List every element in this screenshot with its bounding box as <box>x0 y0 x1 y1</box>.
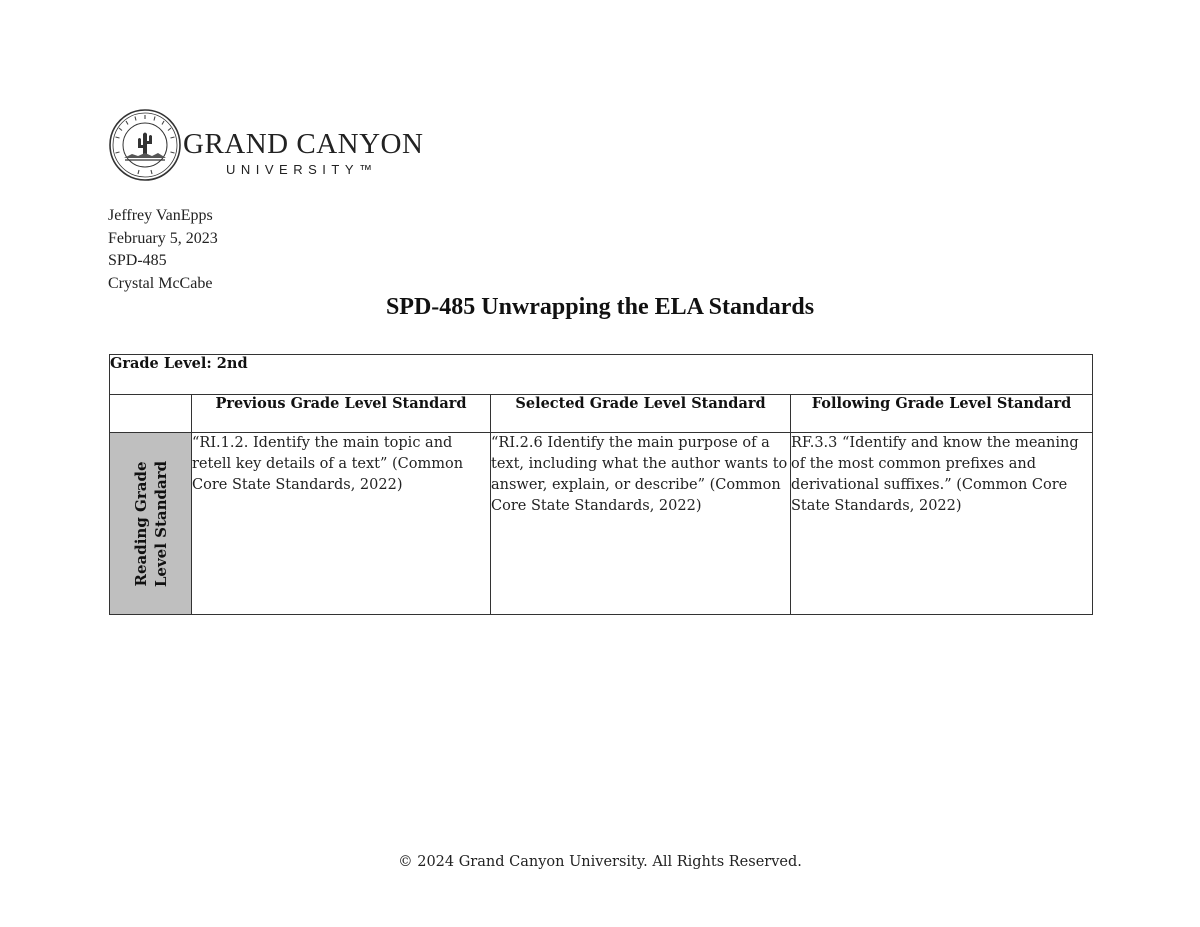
cell-following-standard: RF.3.3 “Identify and know the meaning of the most common prefixes and derivational suffixes.” (Common Core State Standards, 2022) <box>791 433 1093 615</box>
logo-name-top: GRAND CANYON <box>183 128 424 160</box>
standards-table <box>109 354 1093 615</box>
logo-name-bottom: UNIVERSITY™ <box>226 162 378 177</box>
document-meta <box>108 205 218 295</box>
header-corner-cell <box>110 395 192 433</box>
course-code: SPD-485 <box>108 252 167 269</box>
cell-previous-standard: “RI.1.2. Identify the main topic and retell key details of a text” (Common Core State Standards, 2022) <box>192 433 491 615</box>
table-row <box>110 433 1093 615</box>
header-previous-standard: Previous Grade Level Standard <box>192 395 491 433</box>
page-title: SPD-485 Unwrapping the ELA Standards <box>385 294 815 320</box>
document-date: February 5, 2023 <box>108 229 218 247</box>
table-header-row <box>110 395 1093 433</box>
university-logo <box>108 108 438 182</box>
university-seal-icon <box>108 108 182 182</box>
row-label-line-2: Level Standard <box>151 460 170 587</box>
instructor-name: Crystal McCabe <box>108 274 213 292</box>
row-label-line-1: Reading Grade <box>131 461 150 587</box>
row-label-reading-standard <box>110 433 192 615</box>
author-name: Jeffrey VanEpps <box>108 207 213 224</box>
grade-level-row <box>110 355 1093 395</box>
header-selected-standard: Selected Grade Level Standard <box>491 395 791 433</box>
header-following-standard: Following Grade Level Standard <box>791 395 1093 433</box>
cell-selected-standard: “RI.2.6 Identify the main purpose of a text, including what the author wants to answer, explain, or describe” (Common Core State Standards, 2022) <box>491 433 791 615</box>
grade-level-cell: Grade Level: 2nd <box>110 355 1093 395</box>
copyright-footer: © 2024 Grand Canyon University. All Rights Reserved. <box>398 854 802 870</box>
